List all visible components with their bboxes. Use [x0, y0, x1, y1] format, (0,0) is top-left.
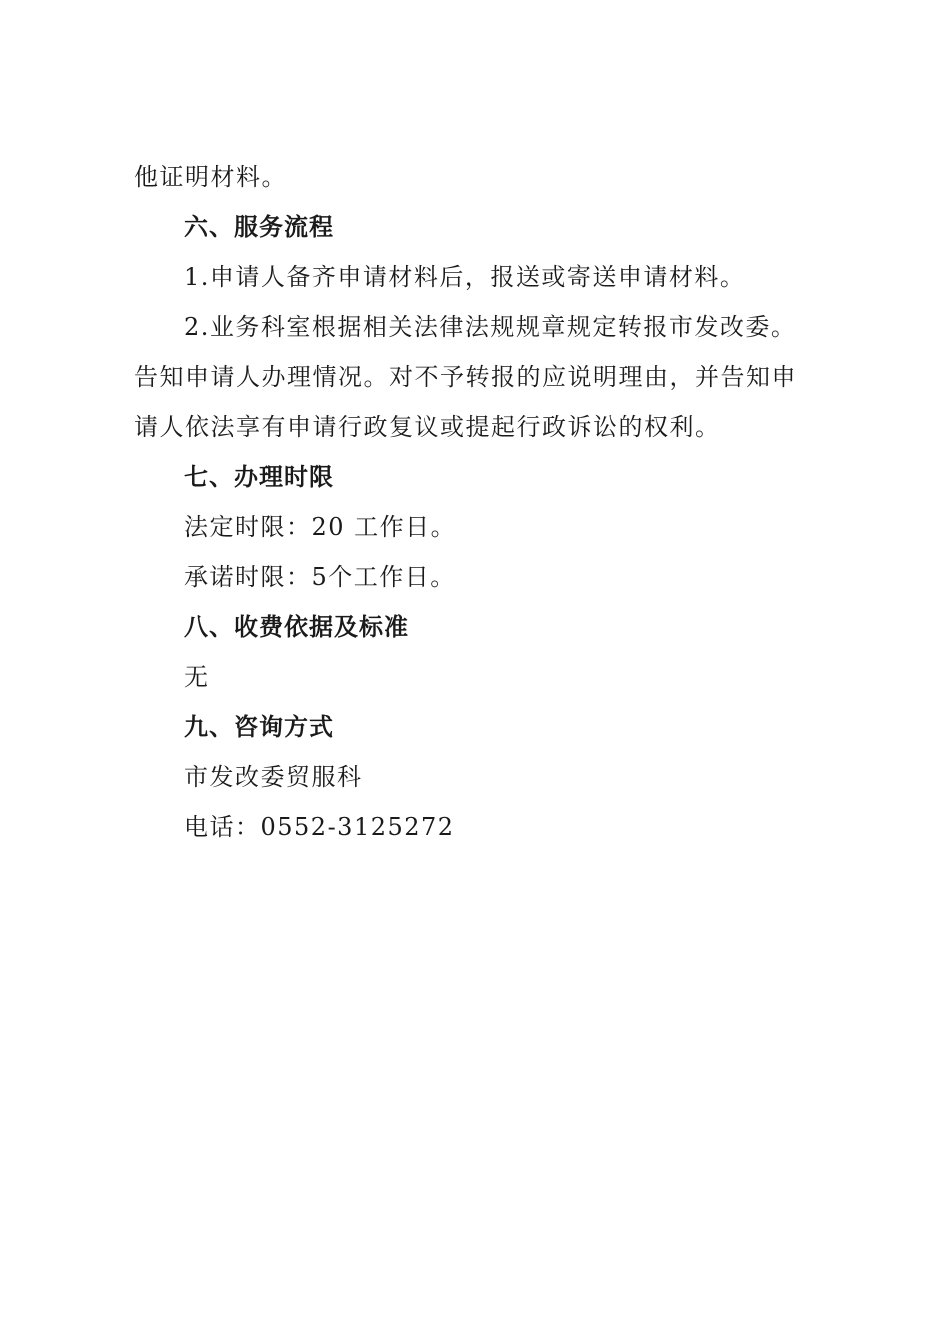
continuation-text: 他证明材料。 — [134, 163, 287, 191]
service-process-step-1: 1.申请人备齐申请材料后，报送或寄送申请材料。 — [184, 263, 746, 291]
section-heading-fees: 八、收费依据及标准 — [184, 613, 409, 641]
service-process-step-2-end: 请人依法享有申请行政复议或提起行政诉讼的权利。 — [134, 413, 721, 441]
statutory-time-limit: 法定时限：20 工作日。 — [184, 513, 457, 541]
promised-time-limit: 承诺时限：5个工作日。 — [184, 563, 456, 591]
consultation-department: 市发改委贸服科 — [184, 763, 363, 791]
fees-content: 无 — [184, 663, 210, 691]
service-process-step-2: 2.业务科室根据相关法律法规规章规定转报市发改委。 — [184, 313, 797, 341]
consultation-phone: 电话：0552-3125272 — [184, 813, 455, 841]
document-body — [134, 152, 824, 852]
section-heading-processing-time: 七、办理时限 — [184, 463, 334, 491]
section-heading-service-process: 六、服务流程 — [184, 213, 334, 241]
section-heading-consultation: 九、咨询方式 — [184, 713, 334, 741]
service-process-step-2-continued: 告知申请人办理情况。对不予转报的应说明理由，并告知申 — [134, 363, 797, 391]
